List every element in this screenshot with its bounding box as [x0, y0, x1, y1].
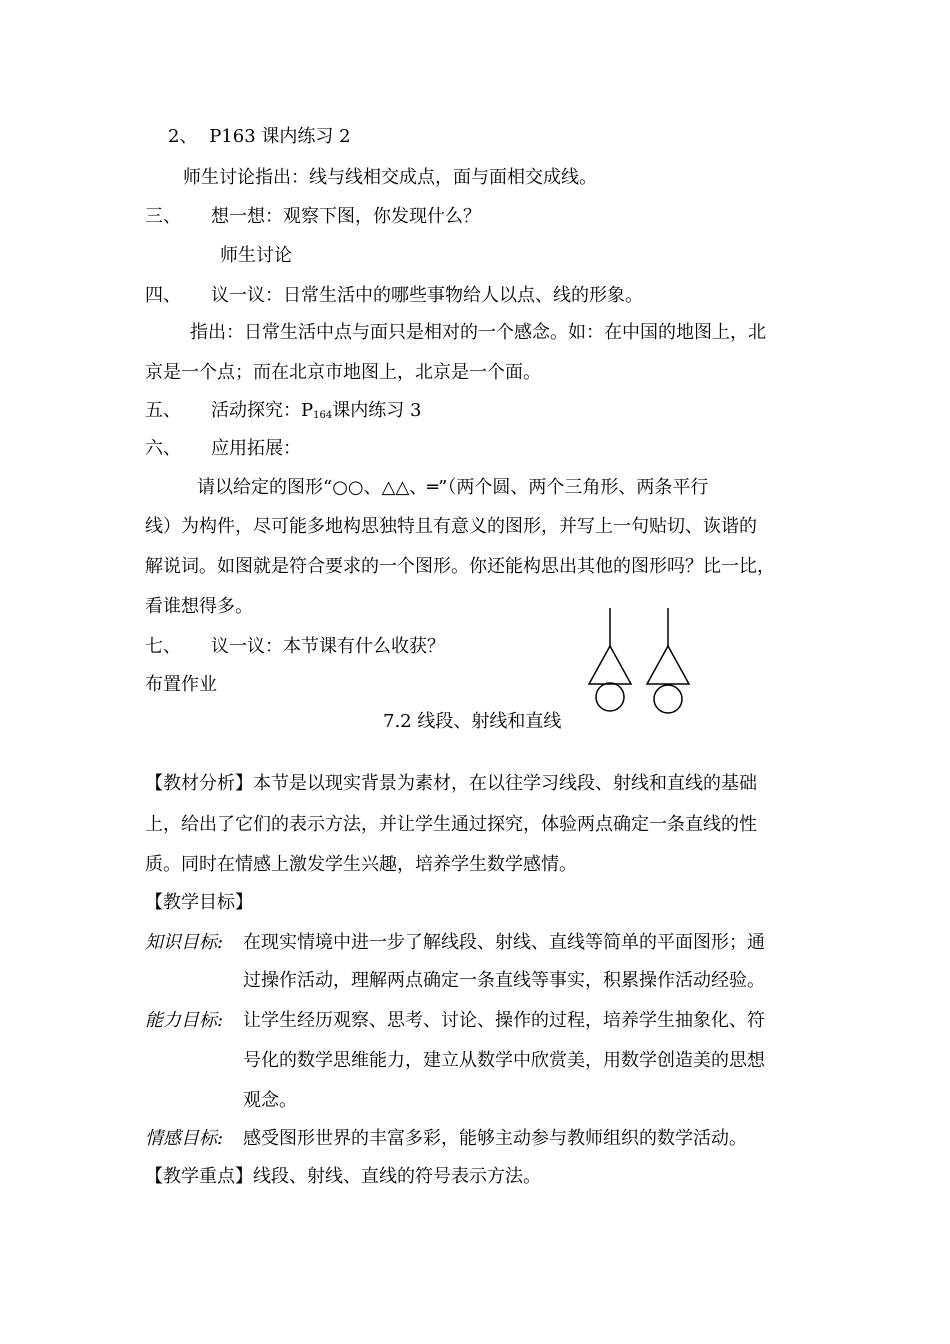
section-6-num: 六、: [145, 438, 181, 459]
right-triangle: [647, 646, 689, 684]
ability-goal-line-3: 观念。: [243, 1090, 297, 1111]
knowledge-goal-line-2: 过操作活动，理解两点确定一条直线等事实，积累操作活动经验。: [243, 970, 765, 991]
emotion-goal-line-1: 感受图形世界的丰富多彩，能够主动参与教师组织的数学活动。: [243, 1128, 747, 1149]
section-5-num: 五、: [145, 400, 181, 421]
point-note-line-2: 京是一个点；而在北京市地图上，北京是一个面。: [145, 362, 541, 383]
knowledge-goal-line-1: 在现实情境中进一步了解线段、射线、直线等简单的平面图形；通: [243, 932, 765, 953]
activity-prefix: 活动探究：P: [211, 400, 314, 421]
section-4-text: 议一议：日常生活中的哪些事物给人以点、线的形象。: [211, 285, 643, 306]
goals-heading: 【教学目标】: [145, 892, 253, 913]
point-note-line-1: 指出：日常生活中点与面只是相对的一个感念。如：在中国的地图上，北: [190, 322, 766, 343]
knowledge-goal-label: 知识目标:: [145, 932, 224, 953]
ability-goal-line-1: 让学生经历观察、思考、讨论、操作的过程，培养学生抽象化、符: [243, 1010, 765, 1031]
section-3: [145, 206, 481, 228]
page-subscript: 164: [313, 410, 333, 421]
section-6-text: 应用拓展：: [211, 438, 301, 459]
task-line-1: 请以给定的图形“○○、△△、═”（两个圆、两个三角形、两条平行: [197, 477, 709, 498]
task-line-4: 看谁想得多。: [145, 596, 253, 617]
analysis-line-3: 质。同时在情感上激发学生兴趣，培养学生数学感情。: [145, 854, 577, 875]
task-line-3: 解说词。如图就是符合要求的一个图形。你还能构思出其他的图形吗？比一比，: [145, 556, 775, 577]
section-7: [145, 636, 445, 658]
discussion-line: 师生讨论指出：线与线相交成点，面与面相交成线。: [183, 167, 597, 188]
section-5-text: [211, 400, 421, 427]
emotion-goal-label: 情感目标:: [145, 1128, 224, 1149]
ability-goal-line-2: 号化的数学思维能力，建立从数学中欣赏美，用数学创造美的思想: [243, 1050, 765, 1071]
left-circle: [596, 683, 624, 711]
section-6: [145, 438, 301, 460]
left-triangle: [589, 646, 631, 684]
section-5: [145, 400, 422, 422]
analysis-line-2: 上，给出了它们的表示方法，并让学生通过探究，体验两点确定一条直线的性: [145, 814, 757, 835]
item-2-num: 2、: [168, 126, 198, 147]
section-3-text: 想一想：观察下图，你发现什么？: [211, 206, 481, 227]
ability-goal-label: 能力目标:: [145, 1010, 224, 1031]
section-7-num: 七、: [145, 636, 181, 657]
lesson-title: 7.2 线段、射线和直线: [383, 711, 562, 732]
key-points: 【教学重点】线段、射线、直线的符号表示方法。: [145, 1166, 541, 1187]
hanging-shapes-figure: [580, 600, 710, 718]
item-2-text: P163 课内练习 2: [209, 126, 351, 147]
item-2: [168, 126, 351, 148]
analysis-line-1: 【教材分析】本节是以现实背景为素材，在以往学习线段、射线和直线的基础: [145, 773, 757, 794]
section-4-num: 四、: [145, 285, 181, 306]
section-4: [145, 285, 643, 307]
homework-label: 布置作业: [145, 674, 217, 695]
section-7-text: 议一议：本节课有什么收获？: [211, 636, 445, 657]
teacher-student-discussion: 师生讨论: [220, 245, 292, 266]
activity-suffix: 课内练习 3: [332, 400, 422, 421]
task-line-2: 线）为构件，尽可能多地构思独特且有意义的图形，并写上一句贴切、诙谐的: [145, 516, 757, 537]
right-circle: [654, 685, 682, 713]
section-3-num: 三、: [145, 206, 181, 227]
